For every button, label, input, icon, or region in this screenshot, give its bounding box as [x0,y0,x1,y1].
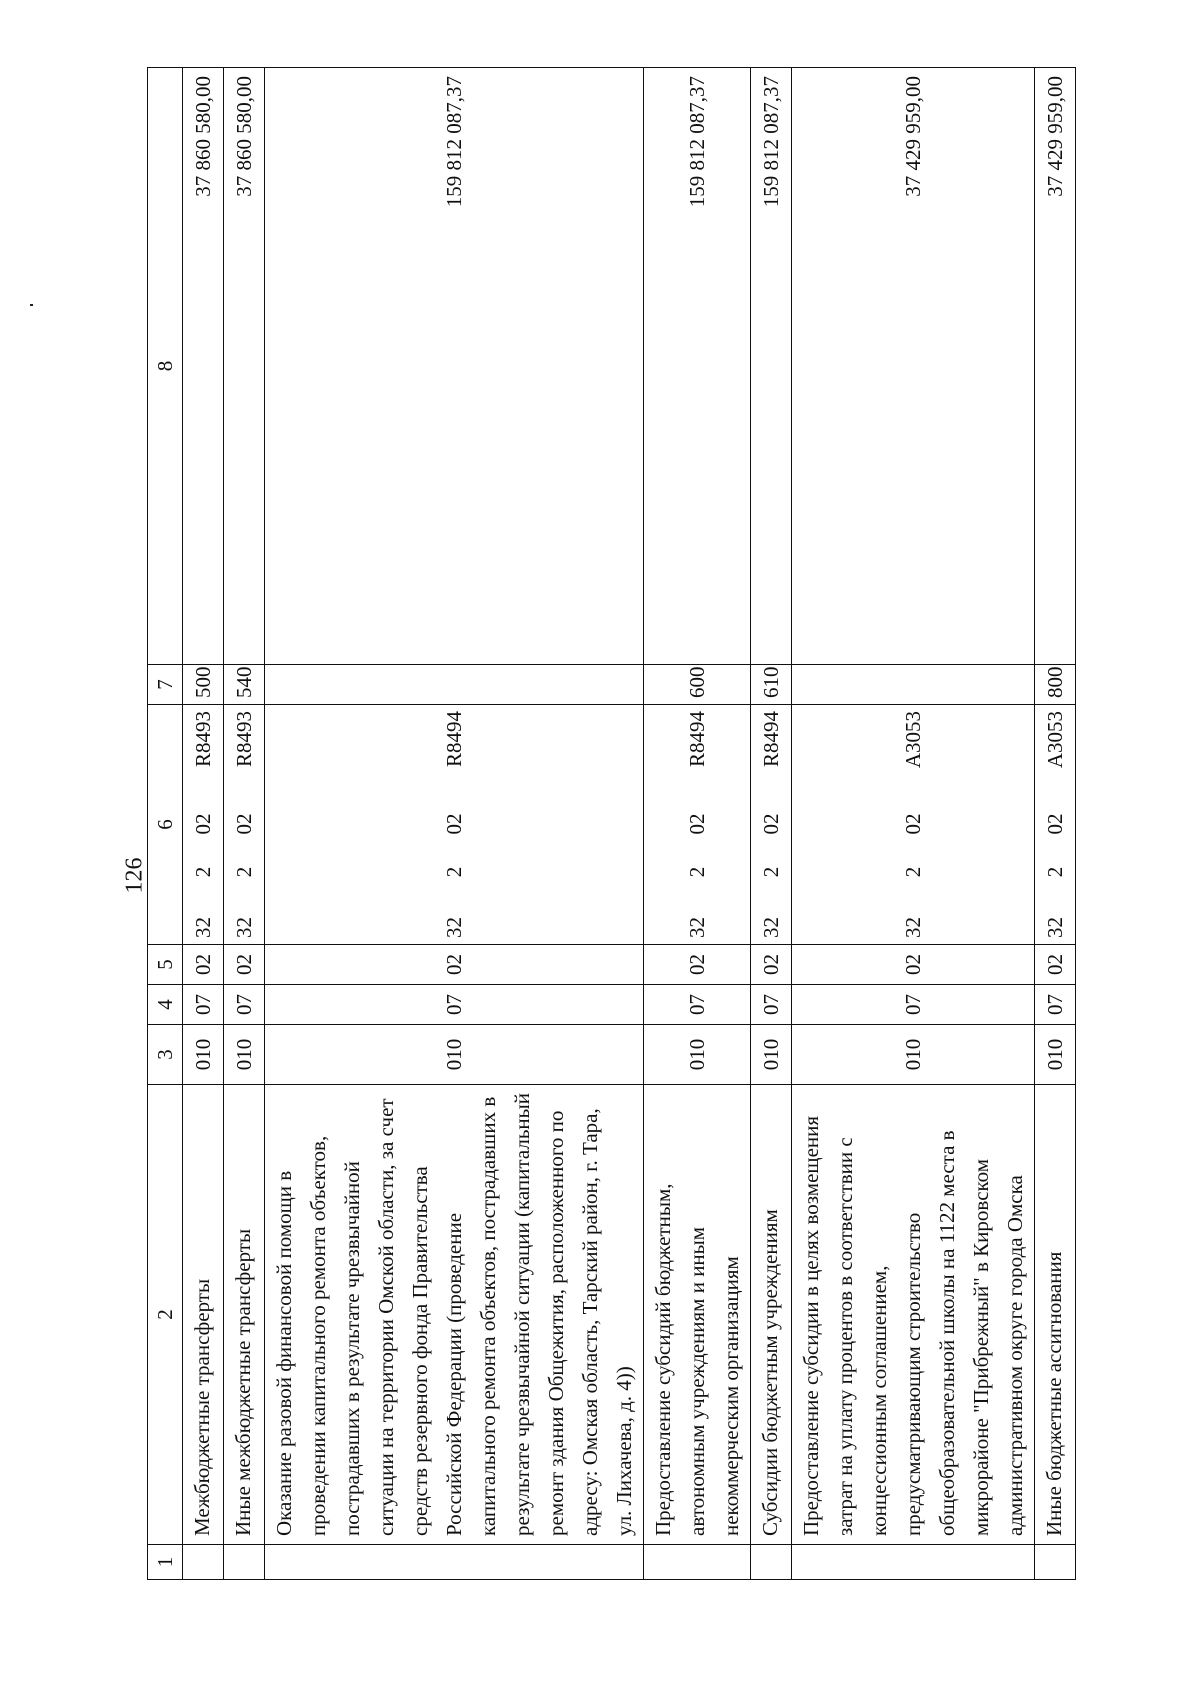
cell-section: 07 [183,985,224,1025]
header-col-3: 3 [148,1025,183,1085]
header-col-1: 1 [148,1545,183,1580]
cell-section: 07 [751,985,792,1025]
cell-sum: 159 812 087,37 [644,68,751,665]
cell-expense-type: 800 [1035,665,1076,705]
cell-section: 07 [644,985,751,1025]
column-number-row [148,68,183,1580]
csr-subprogram: 2 [232,866,256,878]
cell-subsection: 02 [751,945,792,985]
csr-direction: R8494 [685,711,709,768]
cell-subsection: 02 [644,945,751,985]
cell-subsection: 02 [224,945,265,985]
cell-name: Межбюджетные трансферты [183,1085,224,1545]
cell-section: 07 [265,985,644,1025]
cell-name: Субсидии бюджетным учреждениям [751,1085,792,1545]
header-col-5: 5 [148,945,183,985]
cell-sum: 37 860 580,00 [224,68,265,665]
csr-measure: 02 [1043,813,1067,835]
header-col-6: 6 [148,705,183,945]
csr-program: 32 [191,917,215,938]
csr-program: 32 [759,917,783,938]
csr-measure: 02 [901,813,925,835]
cell-grbs: 010 [644,1025,751,1085]
cell-subsection: 02 [792,945,1035,985]
cell-target-article [751,705,792,945]
cell-expense-type [792,665,1035,705]
cell-sum: 37 429 959,00 [1035,68,1076,665]
header-col-7: 7 [148,665,183,705]
cell-sum: 159 812 087,37 [265,68,644,665]
csr-direction: R8494 [759,711,783,768]
csr-subprogram: 2 [1043,866,1067,878]
csr-measure: 02 [685,813,709,835]
csr-subprogram: 2 [442,866,466,878]
cell-subsection: 02 [265,945,644,985]
csr-direction: А3053 [1043,711,1067,769]
csr-measure: 02 [232,813,256,835]
csr-subprogram: 2 [759,866,783,878]
cell-col1 [644,1545,751,1580]
cell-name: Иные бюджетные ассигнования [1035,1085,1076,1545]
table-frame [147,68,1067,1580]
cell-target-article [1035,705,1076,945]
csr-program: 32 [901,917,925,938]
cell-sum: 37 429 959,00 [792,68,1035,665]
cell-col1 [751,1545,792,1580]
cell-expense-type: 500 [183,665,224,705]
csr-subprogram: 2 [191,866,215,878]
csr-direction: R8493 [191,711,215,768]
csr-direction: R8494 [442,711,466,768]
csr-subprogram: 2 [685,866,709,878]
rotated-table-wrapper [147,68,1067,1580]
cell-section: 07 [224,985,265,1025]
table-row [1035,68,1076,1580]
table-row [751,68,792,1580]
cell-expense-type: 600 [644,665,751,705]
cell-sum: 159 812 087,37 [751,68,792,665]
cell-col1 [1035,1545,1076,1580]
table-row [224,68,265,1580]
cell-col1 [183,1545,224,1580]
header-col-4: 4 [148,985,183,1025]
cell-grbs: 010 [224,1025,265,1085]
cell-name: Оказание разовой финансовой помощи в проведении капитального ремонта объектов, пострадавших в результате чрезвычайной ситуации на территории Омской области, за счет средств резервного фонда Правительства Российской Федерации (проведение капитального ремонта объектов, пострадавших в результате чрезвычайной ситуации (капитальный ремонт здания Общежития, расположенного по адресу: Омская область, Тарский район, г. Тара, ул. Лихачева, д. 4)) [265,1085,644,1545]
cell-name: Предоставление субсидии в целях возмещения затрат на уплату процентов в соответствии с концессионным соглашением, предусматривающим строительство общеобразовательной школы на 1122 места в микрорайоне "Прибрежный" в Кировском административном округе города Омска [792,1085,1035,1545]
csr-program: 32 [1043,917,1067,938]
page-number-text: 126 [121,857,148,893]
cell-target-article [183,705,224,945]
cell-target-article [792,705,1035,945]
cell-target-article [224,705,265,945]
cell-subsection: 02 [1035,945,1076,985]
table-row [792,68,1035,1580]
cell-grbs: 010 [792,1025,1035,1085]
cell-expense-type: 610 [751,665,792,705]
budget-table [147,67,1076,1580]
cell-sum: 37 860 580,00 [183,68,224,665]
cell-target-article [644,705,751,945]
cell-name: Предоставление субсидий бюджетным, автономным учреждениям и иным некоммерческим организациям [644,1085,751,1545]
cell-grbs: 010 [1035,1025,1076,1085]
cell-subsection: 02 [183,945,224,985]
header-col-2: 2 [148,1085,183,1545]
cell-grbs: 010 [265,1025,644,1085]
csr-program: 32 [442,917,466,938]
cell-col1 [792,1545,1035,1580]
cell-name: Иные межбюджетные трансферты [224,1085,265,1545]
table-row [183,68,224,1580]
scan-speck [30,304,33,306]
header-col-8: 8 [148,68,183,665]
cell-col1 [265,1545,644,1580]
csr-subprogram: 2 [901,866,925,878]
cell-col1 [224,1545,265,1580]
cell-expense-type [265,665,644,705]
cell-grbs: 010 [183,1025,224,1085]
csr-program: 32 [232,917,256,938]
cell-target-article [265,705,644,945]
csr-measure: 02 [759,813,783,835]
csr-program: 32 [685,917,709,938]
csr-measure: 02 [442,813,466,835]
cell-expense-type: 540 [224,665,265,705]
table-row [644,68,751,1580]
csr-measure: 02 [191,813,215,835]
csr-direction: А3053 [901,711,925,769]
csr-direction: R8493 [232,711,256,768]
cell-section: 07 [1035,985,1076,1025]
table-row [265,68,644,1580]
cell-section: 07 [792,985,1035,1025]
cell-grbs: 010 [751,1025,792,1085]
